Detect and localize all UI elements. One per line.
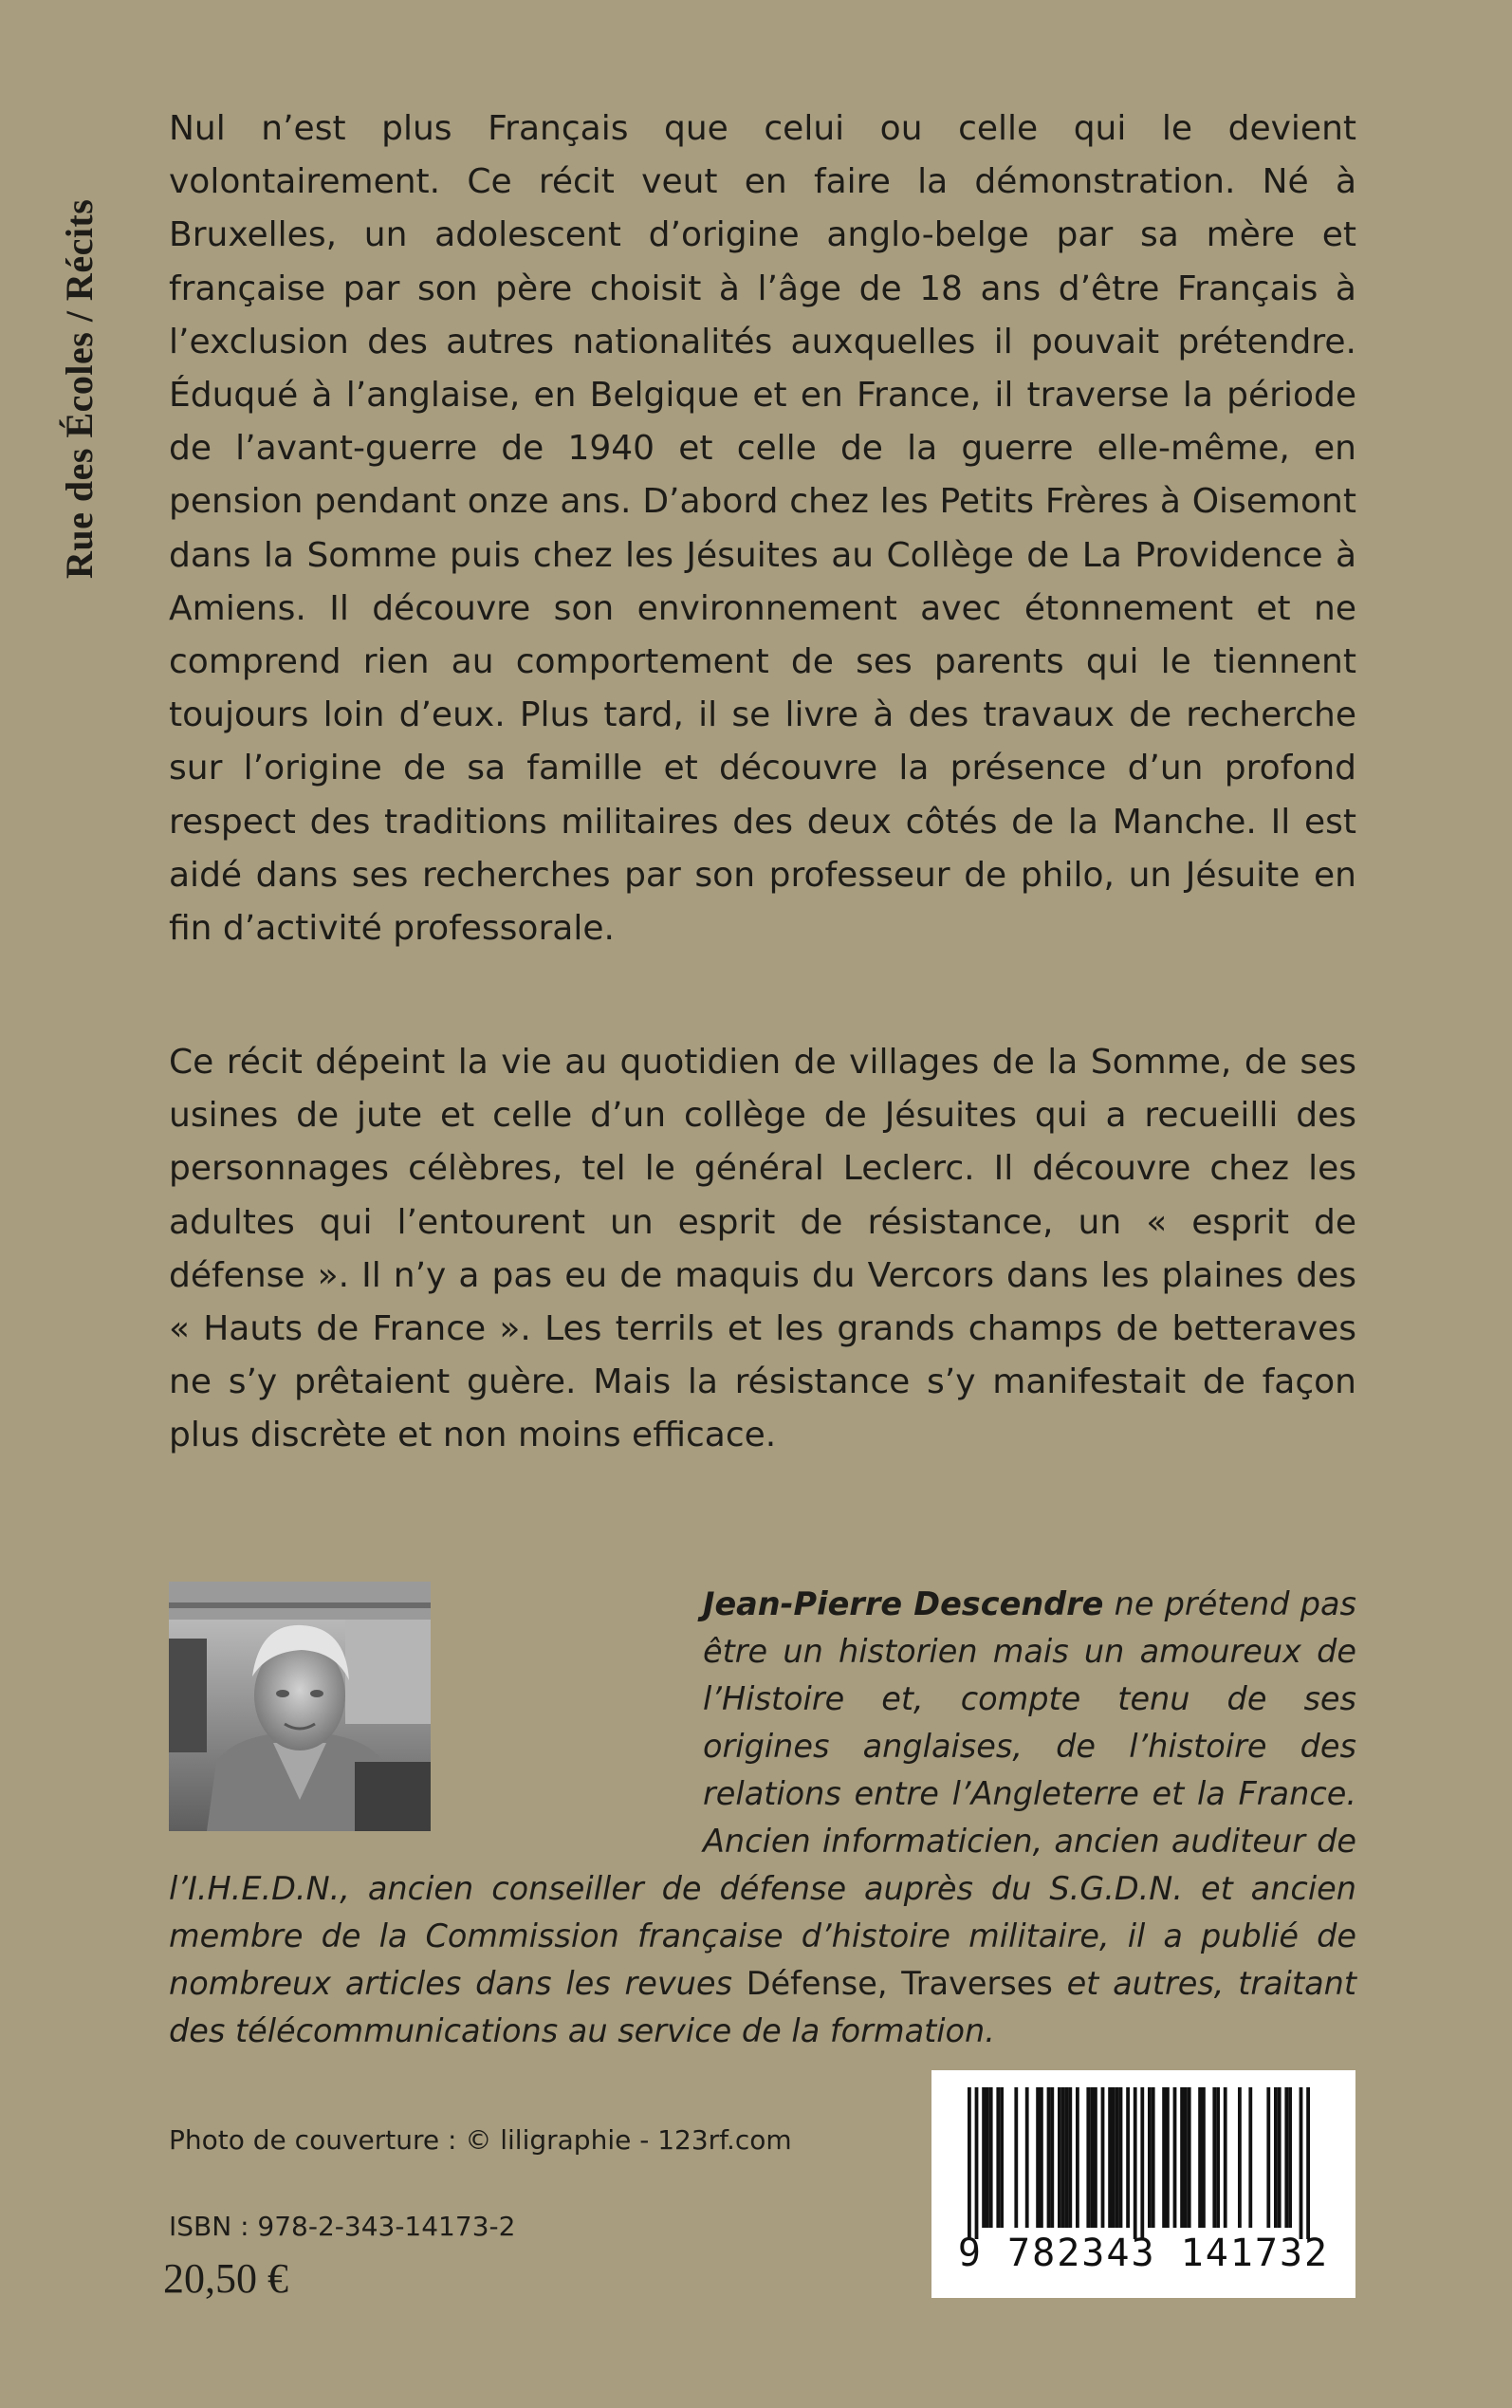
barcode-bar (1025, 2087, 1029, 2228)
barcode-bar (1180, 2087, 1184, 2228)
barcode-bar (1188, 2087, 1191, 2228)
barcode-bar (1061, 2087, 1065, 2228)
barcode (931, 2070, 1355, 2298)
barcode-bar (1140, 2087, 1144, 2239)
barcode-bar (982, 2087, 986, 2228)
barcode-bar (1134, 2087, 1137, 2239)
photo-credit: Photo de couverture : © liligraphie - 123rf.com (169, 2124, 792, 2156)
barcode-bar (1108, 2087, 1112, 2228)
barcode-bar (1119, 2087, 1123, 2228)
spine-collection-title: Rue des Écoles / Récits (58, 198, 101, 579)
barcode-bar (1274, 2087, 1278, 2228)
barcode-bar (1040, 2087, 1043, 2228)
barcode-bar (1162, 2087, 1166, 2228)
photo-spacer (169, 1581, 431, 1829)
barcode-bar (1306, 2087, 1310, 2239)
barcode-bar (1101, 2087, 1105, 2228)
bio-separator: , (876, 1965, 902, 2002)
bio-text-2: et autres, traitant des télécommunications au service de la formation. (169, 1965, 1356, 2049)
barcode-bar (1126, 2087, 1130, 2228)
barcode-bar (975, 2087, 979, 2239)
description-paragraph-2: Ce récit dépeint la vie au quotidien de villages de la Somme, de ses usines de jute et celle d’un collège de Jésuites qui a recueilli des personnages célèbres, tel le général Leclerc. Il découvre chez les adultes qui l’entourent un esprit de résistance, un « esprit de défense ». Il n’y a pas eu de maquis du Vercors dans les plaines des « Hauts de France ». Les terrils et les grands champs de betteraves ne s’y prêtaient guère. Mais la résistance s’y manifestait de façon plus discrète et non moins efficace. (169, 1043, 1356, 1455)
barcode-bar (1224, 2087, 1227, 2228)
barcode-bar (1058, 2087, 1061, 2228)
barcode-bar (1198, 2087, 1202, 2228)
barcode-bar (1047, 2087, 1051, 2228)
barcode-bar (1148, 2087, 1152, 2228)
barcode-bar (1238, 2087, 1242, 2228)
author-bio (169, 1581, 1356, 2055)
isbn-label: ISBN : 978-2-343-14173-2 (169, 2211, 516, 2242)
barcode-bar (1166, 2087, 1170, 2228)
barcode-bar (1090, 2087, 1094, 2228)
barcode-bar (1248, 2087, 1252, 2228)
bio-text-1: ne prétend pas être un historien mais un amoureux de l’Histoire et, compte tenu de ses origines anglaises, de l’histoire des relations entre l’Angleterre et la France. Ancien informaticien, ancien auditeur de l’I.H.E.D.N., ancien conseiller de défense auprès du S.G.D.N. et ancien membre de la Commission française d’histoire militaire, il a publié de nombreux articles dans les revues (169, 1585, 1356, 2002)
barcode-bar (1014, 2087, 1018, 2228)
barcode-bar (996, 2087, 1000, 2228)
barcode-bar (1266, 2087, 1270, 2228)
barcode-bar (1065, 2087, 1069, 2228)
barcode-bar (1288, 2087, 1292, 2228)
price-label: 20,50 € (163, 2255, 288, 2302)
barcode-bar (1086, 2087, 1090, 2228)
barcode-bar (1094, 2087, 1097, 2228)
barcode-bar (1300, 2087, 1303, 2239)
barcode-bar (968, 2087, 971, 2239)
barcode-bar (1112, 2087, 1116, 2228)
barcode-bar (1152, 2087, 1155, 2228)
description-paragraph-1: Nul n’est plus Français que celui ou celle qui le devient volontairement. Ce récit veut en faire la démonstration. Né à Bruxelles, un adolescent d’origine anglo-belge par sa mère et française par son père choisit à l’âge de 18 ans d’être Français à l’exclusion des autres nationalités auxquelles il pouvait prétendre. Éduqué à l’anglaise, en Belgique et en France, il traverse la période de l’avant-guerre de 1940 et celle de la guerre elle-même, en pension pendant onze ans. D’abord chez les Petits Frères à Oisemont dans la Somme puis chez les Jésuites au Collège de La Providence à Amiens. Il découvre son environnement avec étonnement et ne comprend rien au comportement de ses parents qui le tiennent toujours loin d’eux. Plus tard, il se livre à des travaux de recherche sur l’origine de sa famille et découvre la présence d’un profond respect des traditions militaires des deux côtés de la Manche. Il est aidé dans ses recherches par son professeur de philo, un Jésuite en fin d’activité professorale. (169, 109, 1356, 949)
journal-defense: Défense (746, 1965, 877, 2002)
barcode-bar (1184, 2087, 1188, 2228)
barcode-digits: 9 782343 141732 (957, 2232, 1330, 2275)
barcode-bar (1068, 2087, 1072, 2228)
barcode-bar (1202, 2087, 1206, 2228)
journal-traverses: Traverses (901, 1965, 1053, 2002)
barcode-bar (1284, 2087, 1288, 2228)
barcode-bar (1036, 2087, 1040, 2228)
barcode-bar (1000, 2087, 1004, 2228)
barcode-bar (1076, 2087, 1079, 2228)
barcode-bar (1173, 2087, 1177, 2228)
barcode-bar (1116, 2087, 1119, 2228)
barcode-bar (1216, 2087, 1220, 2228)
barcode-bar (1050, 2087, 1054, 2228)
barcode-bar (986, 2087, 989, 2228)
barcode-bar (1278, 2087, 1282, 2228)
barcode-bar (1212, 2087, 1216, 2228)
barcode-bar (989, 2087, 993, 2228)
author-name: Jean-Pierre Descendre (703, 1585, 1104, 1622)
